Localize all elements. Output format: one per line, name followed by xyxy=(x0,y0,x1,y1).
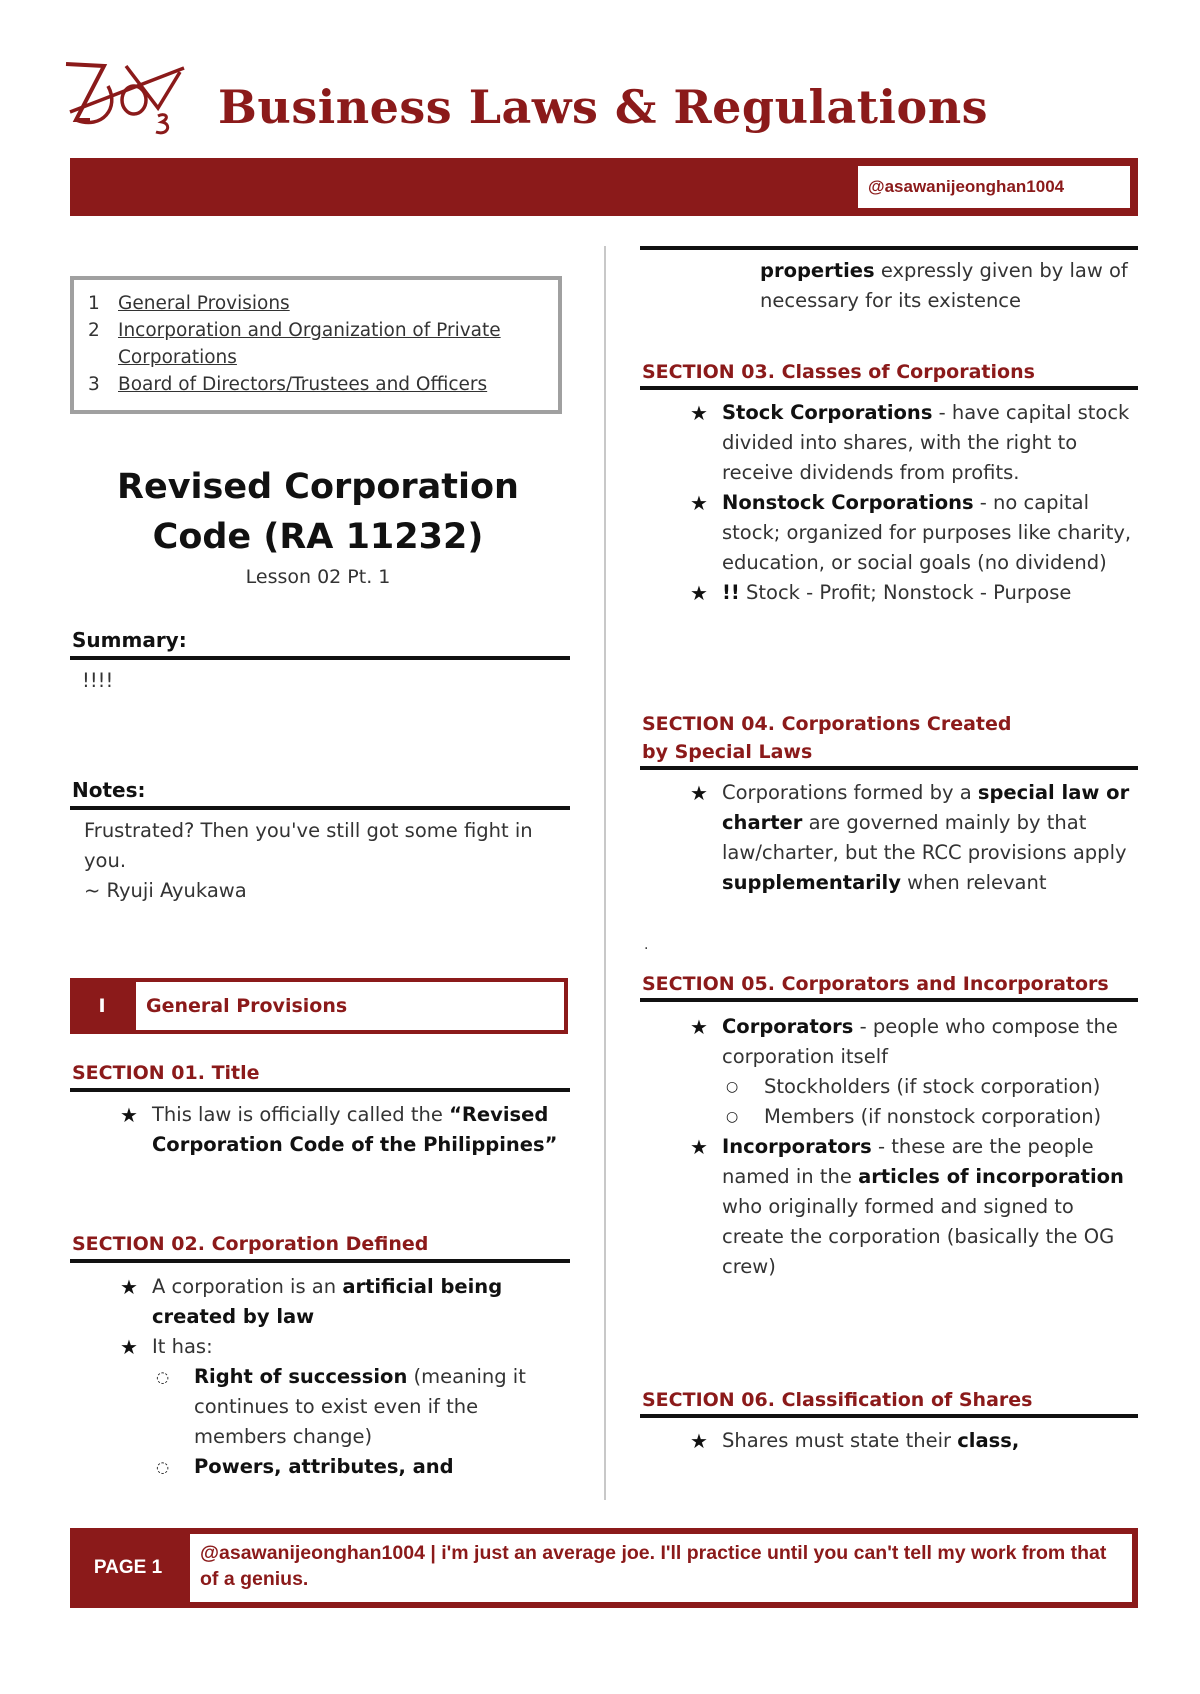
divider xyxy=(640,386,1138,390)
section-02-title: SECTION 02. Corporation Defined xyxy=(72,1233,429,1255)
divider xyxy=(640,246,1138,250)
star-bullet-icon: ★ xyxy=(690,581,708,605)
list-item: ★ Shares must state their class, xyxy=(690,1426,1136,1456)
lesson-title: Revised Corporation Code (RA 11232) xyxy=(117,467,519,557)
list-subitem: ○ Members (if nonstock corporation) xyxy=(690,1102,1136,1132)
toc-item[interactable]: 3 Board of Directors/Trustees and Officers xyxy=(84,371,548,398)
list-item: ★ It has: xyxy=(120,1332,560,1362)
star-bullet-icon: ★ xyxy=(690,781,708,805)
star-bullet-icon: ★ xyxy=(690,1135,708,1159)
toc-link-incorporation[interactable]: Incorporation and Organization of Private Corporations xyxy=(118,320,501,368)
notes-heading: Notes: xyxy=(72,778,146,802)
section-05-list xyxy=(690,1012,1136,1282)
toc-link-general-provisions[interactable]: General Provisions xyxy=(118,293,290,314)
section-04-title: SECTION 04. Corporations Created by Special Laws xyxy=(642,713,1012,763)
table-of-contents xyxy=(70,276,562,414)
star-bullet-icon: ★ xyxy=(120,1335,138,1359)
list-item: ★ Nonstock Corporations - no capital stock; organized for purposes like charity, education, or social goals (no dividend) xyxy=(690,488,1136,578)
divider xyxy=(70,656,570,660)
section-02-continuation: properties expressly given by law of necessary for its existence xyxy=(760,259,1128,312)
footer-text: @asawanijeonghan1004 | i'm just an average joe. I'll practice until you can't tell my work from that of a genius. xyxy=(190,1534,1132,1602)
dotted-circle-bullet-icon: ◌ xyxy=(156,1458,170,1476)
list-item: ★ Corporators - people who compose the corporation itself xyxy=(690,1012,1136,1072)
section-06-list xyxy=(690,1426,1136,1456)
star-bullet-icon: ★ xyxy=(120,1275,138,1299)
section-03-list xyxy=(690,398,1136,608)
toc-link-board-of-directors[interactable]: Board of Directors/Trustees and Officers xyxy=(118,374,488,395)
logo-mark-icon xyxy=(62,58,188,144)
author-handle: @asawanijeonghan1004 xyxy=(856,164,1132,210)
column-divider xyxy=(604,246,606,1500)
list-subitem: ○ Stockholders (if stock corporation) xyxy=(690,1072,1136,1102)
circle-bullet-icon: ○ xyxy=(726,1109,739,1125)
section-02-list xyxy=(120,1272,560,1482)
list-subitem: ◌ Powers, attributes, and xyxy=(120,1452,560,1482)
section-03-title: SECTION 03. Classes of Corporations xyxy=(642,361,1035,383)
notes-quote: Frustrated? Then you've still got some fight in you. ~ Ryuji Ayukawa xyxy=(84,819,533,902)
toc-item[interactable]: 1 General Provisions xyxy=(84,290,548,317)
star-bullet-icon: ★ xyxy=(690,401,708,425)
list-item: ★ Incorporators - these are the people named in the articles of incorporation who originally formed and signed to create the corporation (basically the OG crew) xyxy=(690,1132,1136,1282)
part-number: I xyxy=(98,995,106,1017)
divider xyxy=(70,1088,570,1092)
star-bullet-icon: ★ xyxy=(690,1429,708,1453)
section-01-title: SECTION 01. Title xyxy=(72,1062,260,1084)
star-bullet-icon: ★ xyxy=(690,491,708,515)
section-06-title: SECTION 06. Classification of Shares xyxy=(642,1389,1033,1411)
circle-bullet-icon: ○ xyxy=(726,1079,739,1095)
divider xyxy=(640,1414,1138,1418)
section-04-list xyxy=(690,778,1136,898)
list-item: ★ Corporations formed by a special law or charter are governed mainly by that law/charter, but the RCC provisions apply supplementarily when relevant xyxy=(690,778,1136,898)
divider xyxy=(640,998,1138,1002)
list-item: ★ Stock Corporations - have capital stock divided into shares, with the right to receive dividends from profits. xyxy=(690,398,1136,488)
list-item: ★ !! Stock - Profit; Nonstock - Purpose xyxy=(690,578,1136,608)
lesson-subtitle: Lesson 02 Pt. 1 xyxy=(245,566,391,588)
section-01-list xyxy=(120,1100,560,1160)
star-bullet-icon: ★ xyxy=(120,1103,138,1127)
stray-dot: . xyxy=(644,937,649,953)
dotted-circle-bullet-icon: ◌ xyxy=(156,1368,170,1386)
list-item: ★ A corporation is an artificial being created by law xyxy=(120,1272,560,1332)
part-title: General Provisions xyxy=(136,982,564,1030)
summary-text: !!!! xyxy=(82,669,114,692)
summary-heading: Summary: xyxy=(72,628,187,652)
divider xyxy=(70,806,570,810)
star-bullet-icon: ★ xyxy=(690,1015,708,1039)
page-number: PAGE 1 xyxy=(93,1557,163,1578)
document-title: Business Laws & Regulations xyxy=(218,80,989,134)
list-item: ★ This law is officially called the “Revised Corporation Code of the Philippines” xyxy=(120,1100,560,1160)
divider xyxy=(640,766,1138,770)
section-05-title: SECTION 05. Corporators and Incorporators xyxy=(642,973,1109,995)
logo xyxy=(62,58,188,144)
toc-item[interactable]: 2 Incorporation and Organization of Private Corporations xyxy=(84,317,548,371)
divider xyxy=(70,1259,570,1263)
list-subitem: ◌ Right of succession (meaning it continues to exist even if the members change) xyxy=(120,1362,560,1452)
